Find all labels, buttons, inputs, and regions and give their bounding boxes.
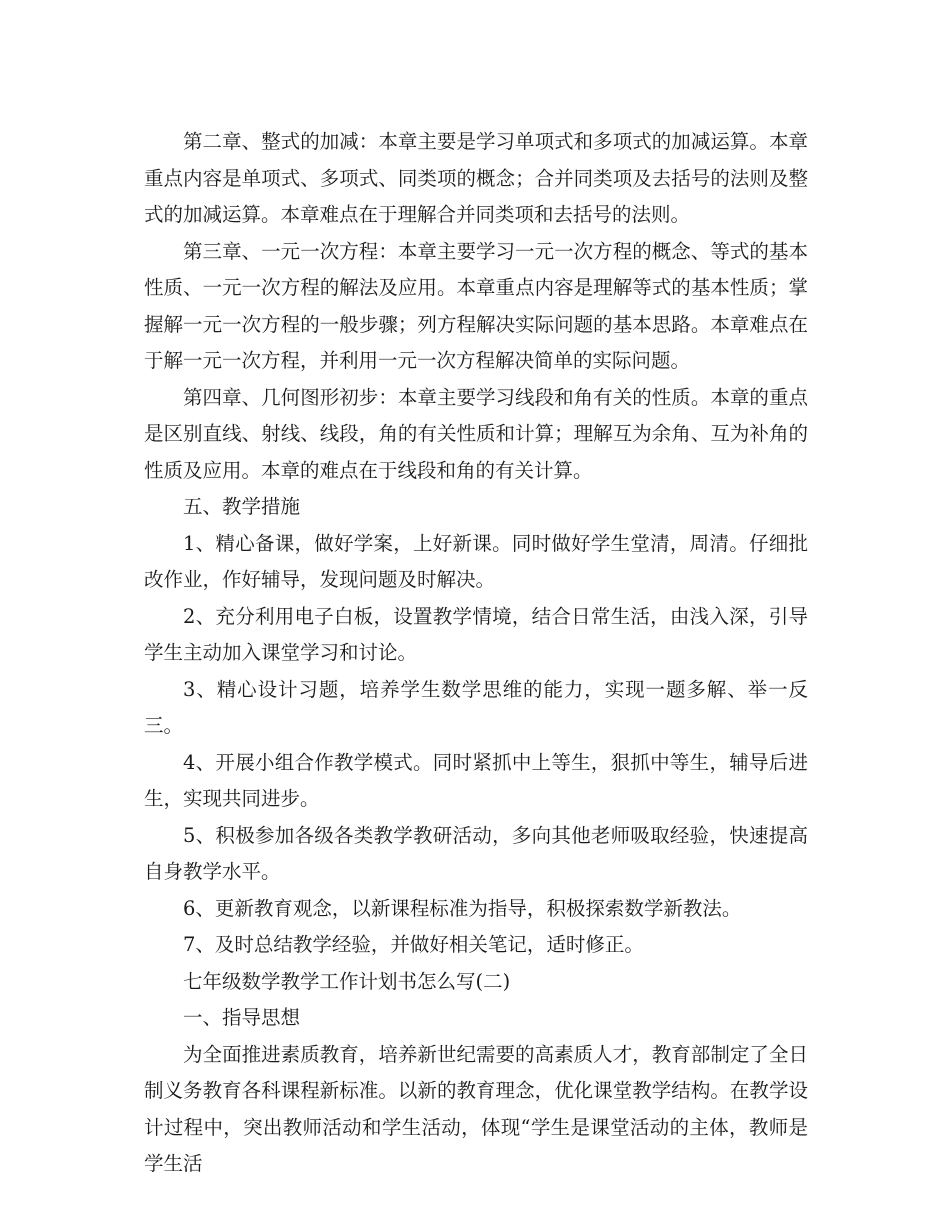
measure-item-6: 6、更新教育观念，以新课程标准为指导，积极探索数学新教法。 xyxy=(183,896,742,920)
document-body xyxy=(144,124,808,1183)
measure-item-3: 3、精心设计习题，培养学生数学思维的能力，实现一题多解、举一反三。 xyxy=(144,677,808,737)
paragraph-guiding-ideology: 为全面推进素质教育，培养新世纪需要的高素质人才，教育部制定了全日制义务教育各科课程新标准。以新的教育理念，优化课堂教学结构。在教学设计过程中，突出教师活动和学生活动，体现“学生是课堂活动的主体，教师是学生活 xyxy=(144,1042,808,1175)
measure-item-1: 1、精心备课，做好学案，上好新课。同时做好学生堂清，周清。仔细批改作业，作好辅导，发现问题及时解决。 xyxy=(144,531,808,591)
section-heading-guiding-ideology: 一、指导思想 xyxy=(183,1006,301,1029)
paragraph-chapter-4: 第四章、几何图形初步：本章主要学习线段和角有关的性质。本章的重点是区别直线、射线、线段，角的有关性质和计算；理解互为余角、互为补角的性质及应用。本章的难点在于线段和角的有关计算。 xyxy=(144,385,808,482)
paragraph-chapter-3: 第三章、一元一次方程：本章主要学习一元一次方程的概念、等式的基本性质、一元一次方程的解法及应用。本章重点内容是理解等式的基本性质；掌握解一元一次方程的一般步骤；列方程解决实际问题的基本思路。本章难点在于解一元一次方程，并利用一元一次方程解决简单的实际问题。 xyxy=(144,239,808,372)
measure-item-4: 4、开展小组合作教学模式。同时紧抓中上等生，狠抓中等生，辅导后进生，实现共同进步。 xyxy=(144,750,808,810)
measure-item-2: 2、充分利用电子白板，设置教学情境，结合日常生活，由浅入深，引导学生主动加入课堂学习和讨论。 xyxy=(144,604,808,664)
section-heading-teaching-measures: 五、教学措施 xyxy=(183,495,301,518)
paragraph-chapter-2: 第二章、整式的加减：本章主要是学习单项式和多项式的加减运算。本章重点内容是单项式、多项式、同类项的概念；合并同类项及去括号的法则及整式的加减运算。本章难点在于理解合并同类项和去括号的法则。 xyxy=(144,130,808,226)
measure-item-7: 7、及时总结教学经验，并做好相关笔记，适时修正。 xyxy=(183,933,644,956)
section-title-plan-2: 七年级数学教学工作计划书怎么写(二) xyxy=(183,969,511,993)
measure-item-5: 5、积极参加各级各类教学教研活动，多向其他老师吸取经验，快速提高自身教学水平。 xyxy=(144,823,808,883)
